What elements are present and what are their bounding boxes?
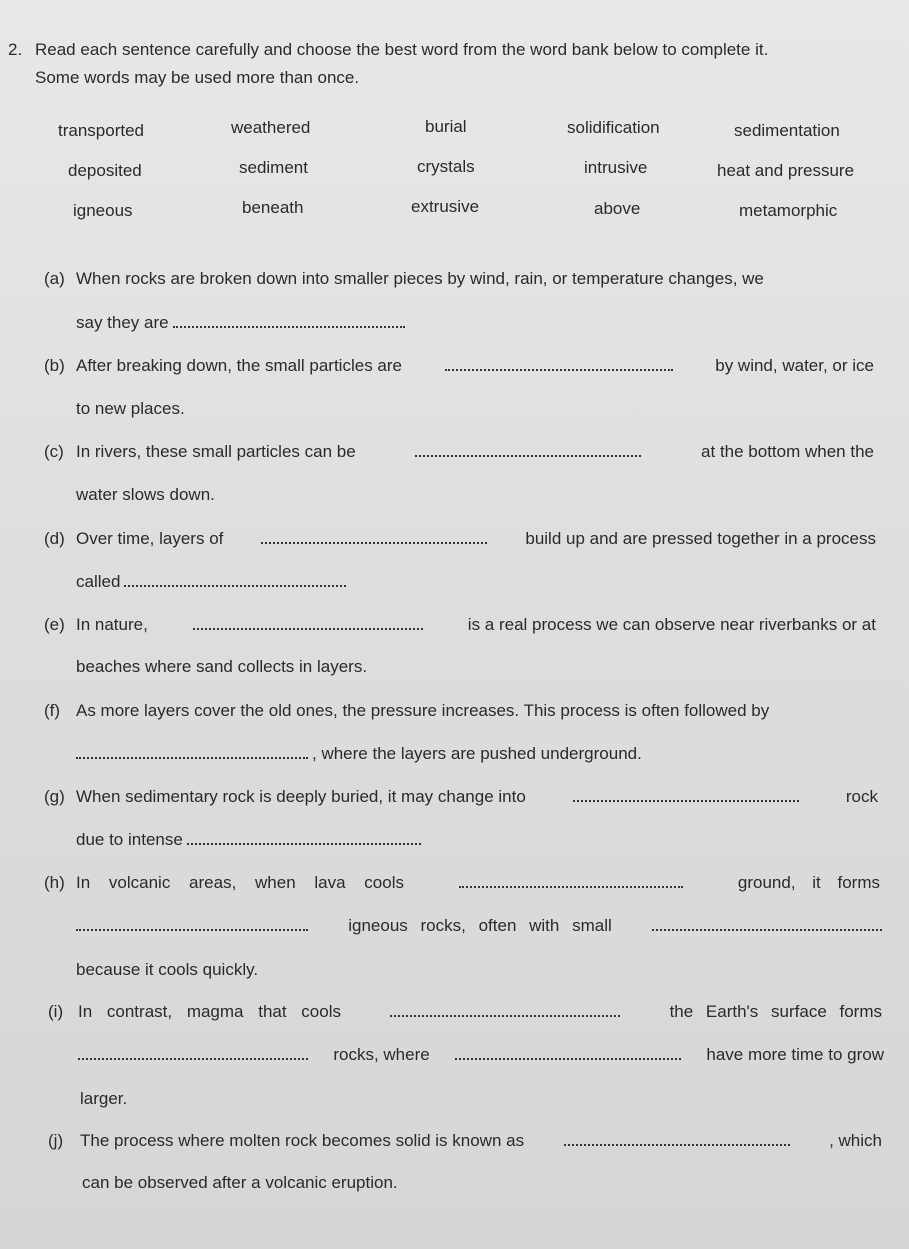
item-h-line-1: [76, 872, 880, 894]
item-label-i: (i): [48, 1002, 64, 1021]
answer-blank-d2[interactable]: [124, 571, 346, 587]
item-h-text-2: ground, it forms: [737, 873, 880, 892]
answer-blank-i1[interactable]: [390, 1001, 620, 1017]
answer-blank-c1[interactable]: [415, 441, 641, 457]
item-label-j: (j): [48, 1131, 64, 1150]
answer-blank-j1[interactable]: [564, 1130, 790, 1146]
item-label-c: (c): [44, 442, 64, 461]
word-bank-item: heat and pressure: [717, 161, 855, 180]
item-i-text-3: rocks, where: [333, 1045, 430, 1064]
item-f-line-2: [76, 743, 642, 765]
item-h-text-3: igneous rocks, often with small: [348, 916, 612, 935]
instruction-line-1: Read each sentence carefully and choose the best word from the word bank below to complete it.: [35, 40, 769, 59]
answer-blank-e1[interactable]: [193, 614, 423, 630]
item-label-h: (h): [44, 873, 65, 892]
item-d-text-2: build up and are pressed together in a process: [525, 529, 876, 548]
item-j-line-2: can be observed after a volcanic eruption.: [82, 1173, 398, 1192]
answer-blank-i2[interactable]: [78, 1044, 308, 1060]
item-c-text-2: at the bottom when the: [701, 442, 874, 461]
item-c-line-2: water slows down.: [76, 485, 215, 504]
item-d-text-3: called: [76, 572, 121, 591]
item-e-line-1: [76, 614, 876, 636]
item-label-f: (f): [44, 701, 61, 720]
word-bank-item: igneous: [73, 201, 133, 220]
answer-blank-h3[interactable]: [652, 915, 882, 931]
question-number: 2.: [8, 40, 23, 59]
item-i-text-4: have more time to grow: [706, 1045, 884, 1064]
answer-blank-i3[interactable]: [455, 1044, 681, 1060]
item-a-text: say they are: [76, 313, 169, 332]
item-e-text-2: is a real process we can observe near riverbanks or at: [467, 615, 876, 634]
answer-blank-h1[interactable]: [459, 872, 683, 888]
item-label-a: (a): [44, 269, 65, 288]
word-bank-item: intrusive: [584, 158, 648, 177]
item-f-text-2: , where the layers are pushed underground.: [312, 744, 642, 763]
word-bank-item: sediment: [239, 158, 308, 177]
item-g-text-1: When sedimentary rock is deeply buried, it may change into: [76, 787, 526, 806]
word-bank-item: extrusive: [411, 197, 480, 216]
item-b-line-2: to new places.: [76, 399, 185, 418]
instruction-line-2: Some words may be used more than once.: [35, 68, 360, 87]
item-a-line-1: When rocks are broken down into smaller pieces by wind, rain, or temperature changes, we: [76, 269, 764, 288]
answer-blank-a1[interactable]: [173, 312, 405, 328]
word-bank-item: metamorphic: [739, 201, 838, 220]
item-i-text-2: the Earth's surface forms: [669, 1002, 882, 1021]
item-e-text-1: In nature,: [76, 615, 148, 634]
item-e-line-2: beaches where sand collects in layers.: [76, 657, 368, 676]
answer-blank-d1[interactable]: [261, 528, 487, 544]
item-label-g: (g): [44, 787, 65, 806]
answer-blank-b1[interactable]: [445, 355, 673, 371]
answer-blank-g2[interactable]: [187, 829, 421, 845]
word-bank-item: crystals: [417, 157, 475, 176]
item-b-line-1: [76, 355, 874, 377]
item-c-text-1: In rivers, these small particles can be: [76, 442, 356, 461]
item-a-line-2: [76, 312, 409, 334]
item-label-b: (b): [44, 356, 65, 375]
word-bank-item: burial: [425, 117, 467, 136]
answer-blank-g1[interactable]: [573, 786, 799, 802]
item-h-line-3: because it cools quickly.: [76, 960, 259, 979]
word-bank-item: deposited: [68, 161, 142, 180]
word-bank-item: sedimentation: [734, 121, 840, 140]
word-bank-item: solidification: [567, 118, 660, 137]
item-f-line-1: As more layers cover the old ones, the pressure increases. This process is often followed by: [76, 701, 770, 720]
item-j-text-1: The process where molten rock becomes solid is known as: [80, 1131, 525, 1150]
item-i-line-2: [78, 1044, 884, 1066]
word-bank-item: weathered: [231, 118, 311, 137]
item-i-text-1: In contrast, magma that cools: [78, 1002, 341, 1021]
item-d-text-1: Over time, layers of: [76, 529, 224, 548]
answer-blank-h2[interactable]: [76, 915, 308, 931]
item-g-line-1: [76, 786, 878, 808]
word-bank-item: beneath: [242, 198, 304, 217]
item-d-line-1: [76, 528, 876, 550]
item-i-line-1: [78, 1001, 882, 1023]
item-label-d: (d): [44, 529, 65, 548]
item-c-line-1: [76, 441, 874, 463]
word-bank-item: above: [594, 199, 641, 218]
item-g-text-3: due to intense: [76, 830, 183, 849]
item-i-line-3: larger.: [80, 1089, 128, 1108]
item-h-line-2: [76, 915, 882, 937]
item-j-line-1: [80, 1130, 882, 1152]
item-label-e: (e): [44, 615, 65, 634]
item-g-text-2: rock: [845, 787, 878, 806]
item-b-text-1: After breaking down, the small particles are: [76, 356, 402, 375]
question-instructions: [35, 36, 895, 92]
item-g-line-2: [76, 829, 425, 851]
answer-blank-f1[interactable]: [76, 743, 308, 759]
item-h-text-1: In volcanic areas, when lava cools: [76, 873, 404, 892]
item-j-text-2: , which: [829, 1131, 882, 1150]
item-b-text-2: by wind, water, or ice: [715, 356, 874, 375]
word-bank-item: transported: [58, 121, 144, 140]
item-d-line-2: [76, 571, 350, 593]
